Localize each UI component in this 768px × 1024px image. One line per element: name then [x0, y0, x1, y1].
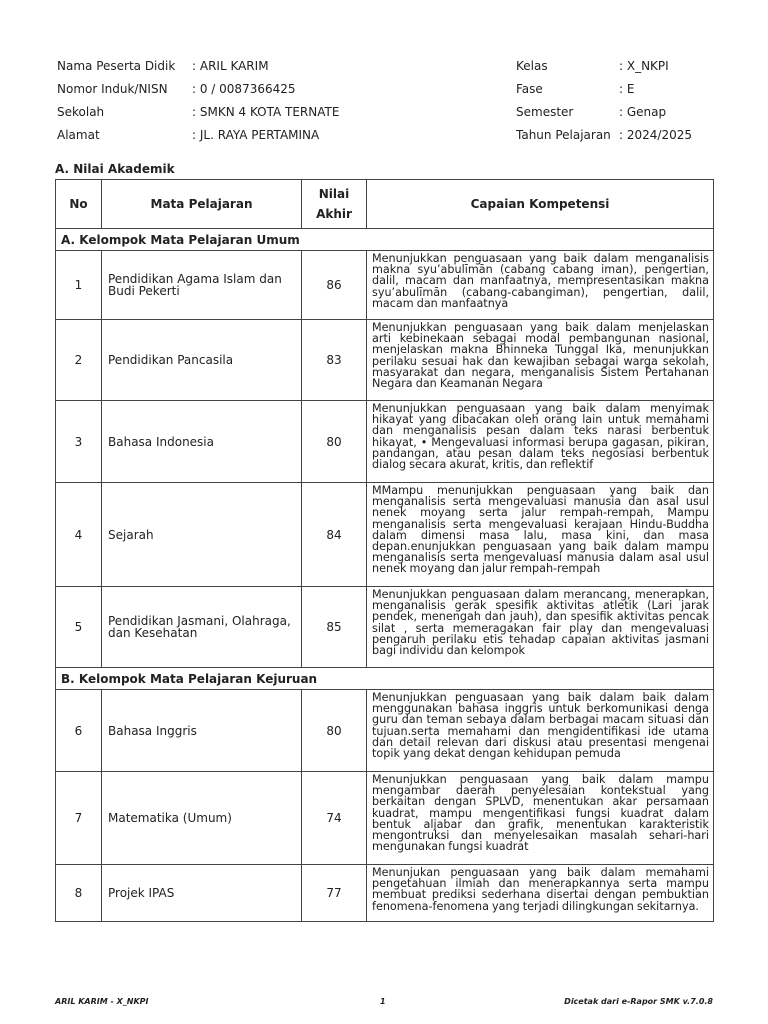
info-value: : ARIL KARIM	[192, 59, 269, 73]
row-no: 5	[56, 587, 102, 668]
header-score-line2: Akhir	[316, 207, 352, 221]
info-label: Kelas	[516, 59, 548, 73]
row-competency: Menunjukkan penguasaan yang baik dalam menyimak hikayat yang dibacakan oleh orang lain untuk memahami dan menganalisis pesan dalam teks narasi berbentuk hikayat, • Mengevaluasi informasi berupa gagasan, pikiran, pandangan, atau pesan dalam teks negosiasi berbentuk dialog secara akurat, kritis, dan reflektif	[367, 401, 714, 483]
row-subject: Projek IPAS	[102, 865, 302, 922]
header-score	[302, 180, 367, 229]
row-competency: Menunjukkan penguasaan yang baik dalam baik dalam menggunakan bahasa inggris untuk berkomunikasi denga guru dan teman sebaya dalam berbagai macam situasi dan tujuan.serta memahami dan mengidentifikasi ide utama dan detail relevan dari diskusi atau presentasi mengenai topik yang dekat dengan kehidupan pemuda	[367, 690, 714, 772]
row-no: 8	[56, 865, 102, 922]
footer-page-number: 1	[380, 997, 386, 1006]
info-value: : 0 / 0087366425	[192, 82, 296, 96]
info-value: : X_NKPI	[619, 59, 669, 73]
table-row	[56, 587, 714, 668]
info-row-semester	[516, 101, 692, 124]
row-no: 4	[56, 483, 102, 587]
group-row-vocational	[56, 668, 714, 690]
row-score: 85	[302, 587, 367, 668]
info-label: Alamat	[57, 128, 100, 142]
row-score: 86	[302, 251, 367, 320]
table-row	[56, 320, 714, 401]
row-competency: Menunjukkan penguasaan yang baik dalam menjelaskan arti kebinekaan sebagai modal pembangunan nasional, menjelaskan makna Bhinneka Tunggal Ika, menunjukkan perilaku sesuai hak dan kewajiban sebagai warga sekolah, masyarakat dan negara, menganalisis Sistem Pertahanan Negara dan Keamanan Negara	[367, 320, 714, 401]
student-info-left	[57, 55, 339, 147]
row-no: 2	[56, 320, 102, 401]
grades-table	[55, 179, 714, 922]
info-label: Semester	[516, 105, 574, 119]
row-score: 80	[302, 690, 367, 772]
table-row	[56, 772, 714, 865]
row-subject: Bahasa Inggris	[102, 690, 302, 772]
info-value: : Genap	[619, 105, 667, 119]
table-header-row	[56, 180, 714, 229]
row-subject: Pendidikan Pancasila	[102, 320, 302, 401]
row-competency: Menunjukkan penguasaan dalam merancang, menerapkan, menganalisis gerak spesifik aktivitas atletik (Lari jarak pendek, menengah dan jauh), dan spesifik aktivitas pencak silat , serta memeragakan fair play dan mengevaluasi pengaruh perilaku etis tehadap capaian aktivitas jasmani bagi individu dan kelompok	[367, 587, 714, 668]
footer-printed-by: Dicetak dari e-Rapor SMK v.7.0.8	[564, 997, 713, 1006]
header-no: No	[56, 180, 102, 229]
table-row	[56, 690, 714, 772]
row-no: 1	[56, 251, 102, 320]
row-competency: MMampu menunjukkan penguasaan yang baik dan menganalisis serta mengevaluasi manusia dan asal usul nenek moyang serta jalur rempah-rempah, Mampu menganalisis serta mengevaluasi kerajaan Hindu-Buddha dalam dimensi masa lalu, masa kini, dan masa depan.enunjukkan penguasaan yang baik dalam mampu menganalisis serta mengevaluasi manusia dalam asal usul nenek moyang dan jalur rempah-rempah	[367, 483, 714, 587]
info-row-school	[57, 101, 339, 124]
info-label: Tahun Pelajaran	[516, 128, 611, 142]
info-label: Nomor Induk/NISN	[57, 82, 168, 96]
info-label: Fase	[516, 82, 543, 96]
info-row-school-year	[516, 124, 692, 147]
row-score: 77	[302, 865, 367, 922]
section-title-academic: A. Nilai Akademik	[55, 162, 175, 176]
row-competency: Menunjukan penguasaan yang baik dalam memahami pengetahuan ilmiah dan menerapkannya serta mampu membuat prediksi sederhana disertai dengan pembuktian fenomena-fenomena yang terjadi dilingkungan sekitarnya.	[367, 865, 714, 922]
row-no: 3	[56, 401, 102, 483]
info-row-nisn	[57, 78, 339, 101]
row-no: 7	[56, 772, 102, 865]
info-value: : E	[619, 82, 635, 96]
header-competency: Capaian Kompetensi	[367, 180, 714, 229]
info-row-address	[57, 124, 339, 147]
group-row-general	[56, 229, 714, 251]
info-value: : SMKN 4 KOTA TERNATE	[192, 105, 340, 119]
table-row	[56, 401, 714, 483]
header-subject: Mata Pelajaran	[102, 180, 302, 229]
row-competency: Menunjukkan penguasaan yang baik dalam menganalisis makna syu’abulīmān (cabang cabang iman), pengertian, dalil, macam dan manfaatnya, mempresentasikan makna syu’abulīmān (cabang-cabangiman), pengertian, dalil, macam dan manfaatnya	[367, 251, 714, 320]
group-label: B. Kelompok Mata Pelajaran Kejuruan	[56, 668, 714, 690]
row-score: 74	[302, 772, 367, 865]
info-row-name	[57, 55, 339, 78]
row-competency: Menunjukkan penguasaan yang baik dalam mampu mengambar daerah penyelesaian kontekstual yang berkaitan dengan SPLVD, menentukan akar persamaan kuadrat, mampu mengentifikasi fungsi kuadrat dalam bentuk aljabar dan grafik, menentukan karakteristik mengontruksi dan menyelesaikan masalah sehari-hari mengunakan fungsi kuadrat	[367, 772, 714, 865]
row-no: 6	[56, 690, 102, 772]
footer-student: ARIL KARIM - X_NKPI	[55, 997, 149, 1006]
table-row	[56, 865, 714, 922]
row-subject: Matematika (Umum)	[102, 772, 302, 865]
row-score: 80	[302, 401, 367, 483]
info-value: : 2024/2025	[619, 128, 692, 142]
group-label: A. Kelompok Mata Pelajaran Umum	[56, 229, 714, 251]
student-info-right	[516, 55, 692, 147]
info-value: : JL. RAYA PERTAMINA	[192, 128, 320, 142]
info-label: Nama Peserta Didik	[57, 59, 176, 73]
row-score: 84	[302, 483, 367, 587]
row-subject: Pendidikan Jasmani, Olahraga, dan Kesehatan	[102, 587, 302, 668]
info-row-phase	[516, 78, 692, 101]
row-subject: Pendidikan Agama Islam dan Budi Pekerti	[102, 251, 302, 320]
info-label: Sekolah	[57, 105, 105, 119]
row-subject: Bahasa Indonesia	[102, 401, 302, 483]
table-row	[56, 251, 714, 320]
row-score: 83	[302, 320, 367, 401]
table-row	[56, 483, 714, 587]
info-row-class	[516, 55, 692, 78]
header-score-line1: Nilai	[318, 187, 350, 201]
row-subject: Sejarah	[102, 483, 302, 587]
